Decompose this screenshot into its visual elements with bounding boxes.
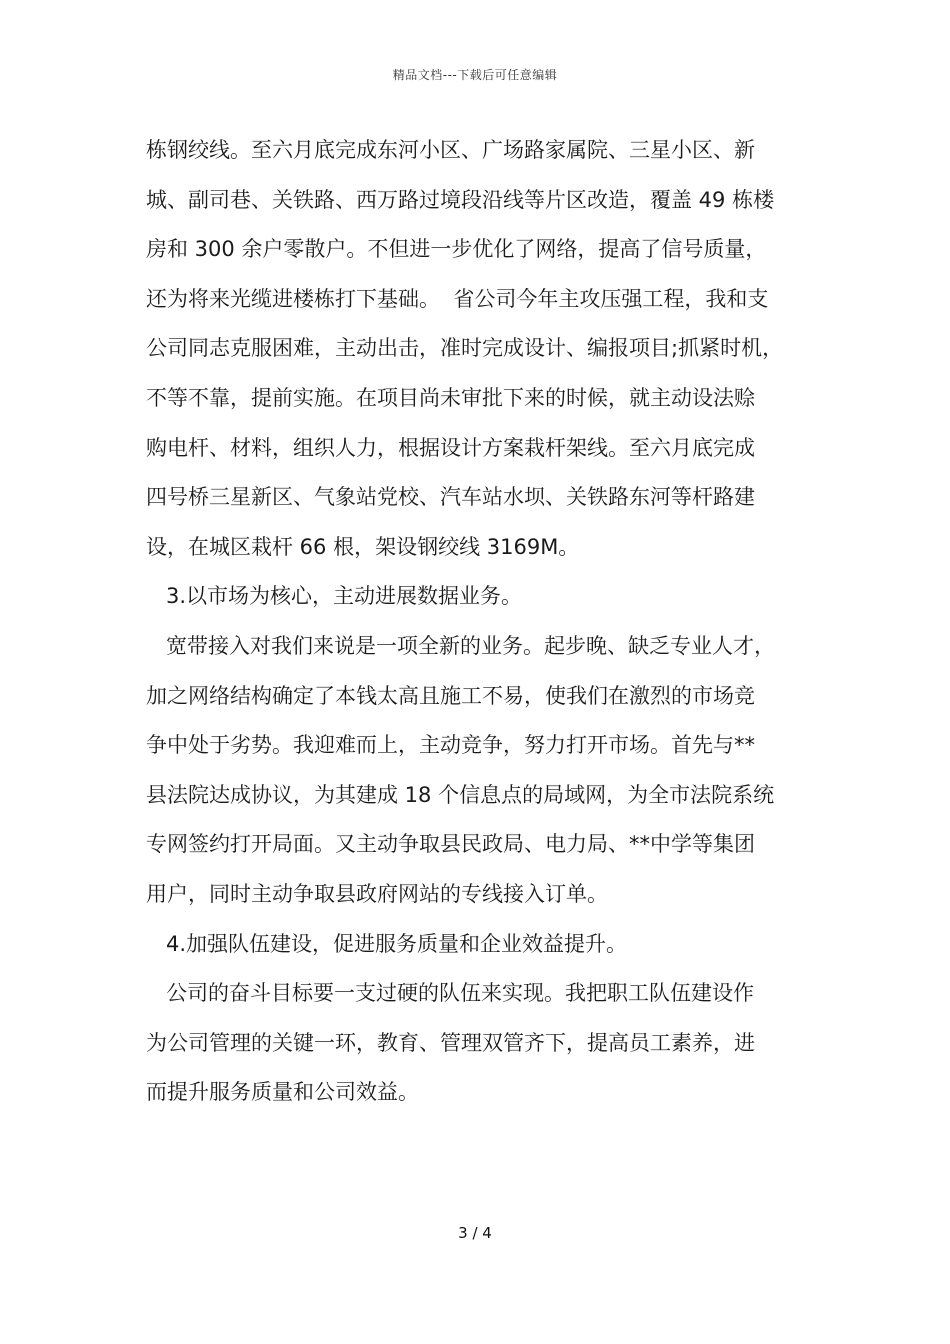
- section-heading: 3.以市场为核心，主动进展数据业务。: [166, 584, 523, 609]
- body-line: 而提升服务质量和公司效益。: [146, 1080, 419, 1105]
- body-line: 用户，同时主动争取县政府网站的专线接入订单。: [146, 881, 608, 906]
- body-line: 四号桥三星新区、气象站党校、汽车站水坝、关铁路东河等杆路建: [146, 485, 755, 510]
- section-heading: 4.加强队伍建设，促进服务质量和企业效益提升。: [166, 931, 628, 956]
- body-line: 栋钢绞线。至六月底完成东河小区、广场路家属院、三星小区、新: [146, 138, 755, 162]
- body-line: 不等不靠，提前实施。在项目尚未审批下来的时候，就主动设法赊: [146, 385, 755, 410]
- body-line: 设，在城区栽杆 66 根，架设钢绞线 3169M。: [146, 534, 580, 559]
- paragraph-first-line: 宽带接入对我们来说是一项全新的业务。起步晚、缺乏专业人才，: [166, 633, 775, 658]
- document-body: [146, 126, 814, 1118]
- body-line: 公司同志克服困难，主动出击，准时完成设计、编报项目;抓紧时机，: [146, 336, 784, 361]
- body-line: 城、副司巷、关铁路、西万路过境段沿线等片区改造，覆盖 49 栋楼: [146, 187, 775, 212]
- body-line: 还为将来光缆进楼栋打下基础。 省公司今年主攻压强工程，我和支: [146, 286, 769, 311]
- body-line: 为公司管理的关键一环，教育、管理双管齐下，提高员工素养，进: [146, 1030, 755, 1055]
- body-line: 房和 300 余户零散户。不但进一步优化了网络，提高了信号质量，: [146, 237, 767, 262]
- paragraph-first-line: 公司的奋斗目标要一支过硬的队伍来实现。我把职工队伍建设作: [166, 981, 754, 1006]
- body-line: 加之网络结构确定了本钱太高且施工不易，使我们在激烈的市场竞: [146, 683, 755, 708]
- body-line: 专网签约打开局面。又主动争取县民政局、电力局、**中学等集团: [146, 832, 755, 857]
- page-header: 精品文档---下载后可任意编辑: [392, 68, 558, 82]
- body-line: 购电杆、材料，组织人力，根据设计方案栽杆架线。至六月底完成: [146, 435, 755, 460]
- body-line: 争中处于劣势。我迎难而上，主动竞争，努力打开市场。首先与**: [146, 733, 755, 758]
- body-line: 县法院达成协议，为其建成 18 个信息点的局域网，为全市法院系统: [146, 782, 775, 807]
- page-number: 3 / 4: [458, 1224, 492, 1242]
